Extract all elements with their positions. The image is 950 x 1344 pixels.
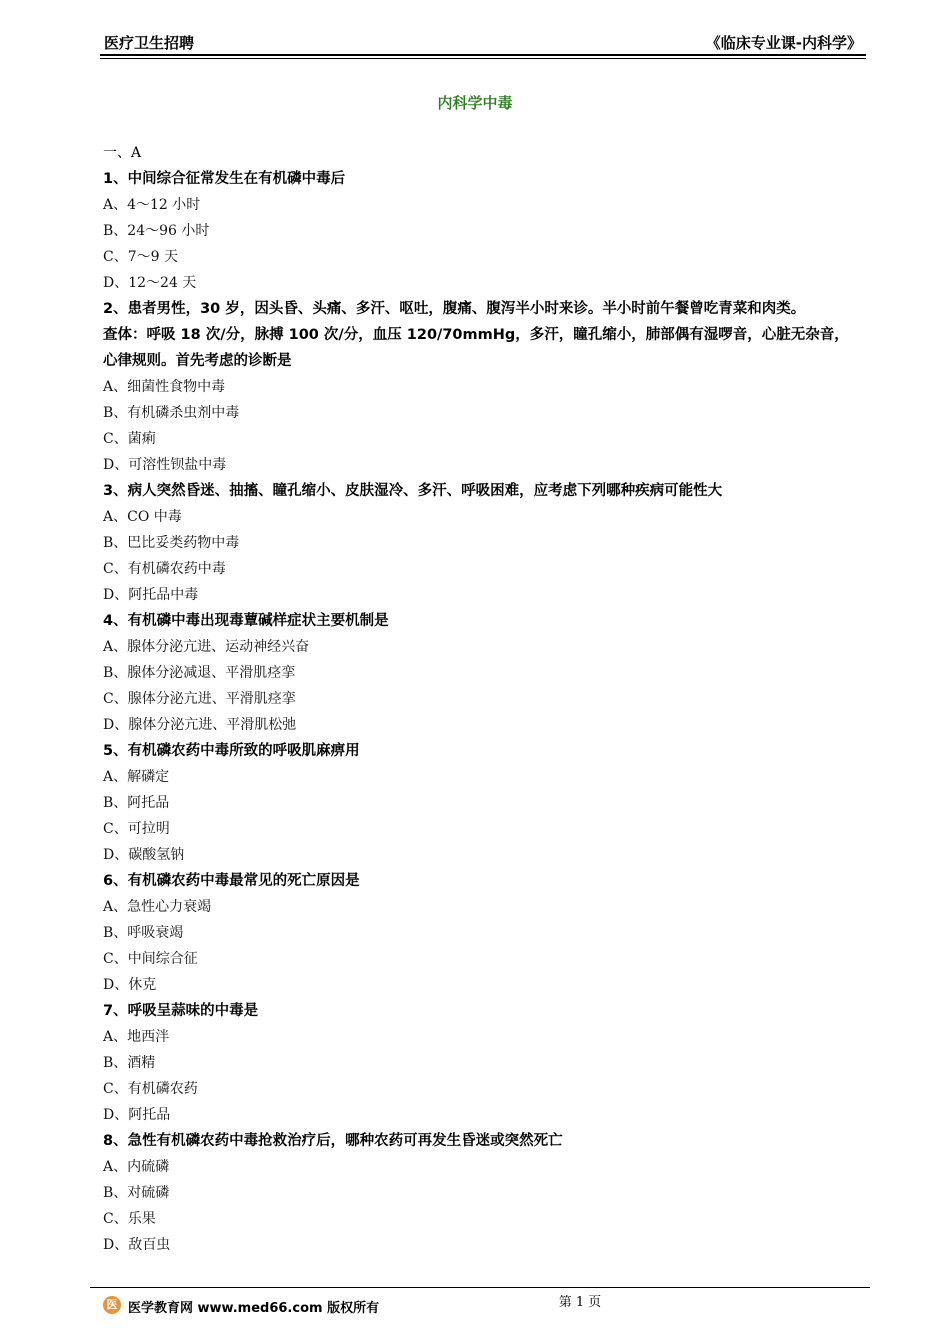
option-5d: D、碳酸氢钠 <box>103 847 185 863</box>
question-2-line-3: 心律规则。首先考虑的诊断是 <box>103 353 292 369</box>
option-3a: A、CO 中毒 <box>103 509 182 525</box>
option-2c: C、菌痢 <box>103 431 156 447</box>
option-8a: A、内硫磷 <box>103 1159 170 1175</box>
option-1b: B、24～96 小时 <box>103 223 210 239</box>
med66-logo-icon: 医 <box>103 1296 121 1314</box>
option-7a: A、地西泮 <box>103 1029 170 1045</box>
page-header <box>100 30 866 54</box>
question-3: 3、病人突然昏迷、抽搐、瞳孔缩小、皮肤湿冷、多汗、呼吸困难，应考虑下列哪种疾病可能性大 <box>103 483 723 499</box>
option-5a: A、解磷定 <box>103 769 170 785</box>
option-6d: D、休克 <box>103 977 157 993</box>
footer-copyright: 医学教育网 www.med66.com 版权所有 <box>128 1301 380 1316</box>
footer-rule <box>90 1287 870 1288</box>
question-7: 7、呼吸呈蒜味的中毒是 <box>103 1003 259 1019</box>
header-left-title: 医疗卫生招聘 <box>104 34 195 52</box>
option-6a: A、急性心力衰竭 <box>103 899 212 915</box>
option-6c: C、中间综合征 <box>103 951 198 967</box>
option-4b: B、腺体分泌减退、平滑肌痉挛 <box>103 665 296 681</box>
question-1: 1、中间综合征常发生在有机磷中毒后 <box>103 171 346 187</box>
question-8: 8、急性有机磷农药中毒抢救治疗后，哪种农药可再发生昏迷或突然死亡 <box>103 1133 563 1149</box>
option-3d: D、阿托品中毒 <box>103 587 199 603</box>
option-6b: B、呼吸衰竭 <box>103 925 184 941</box>
option-8c: C、乐果 <box>103 1211 156 1227</box>
question-2-line-1: 2、患者男性，30 岁，因头昏、头痛、多汗、呕吐，腹痛、腹泻半小时来诊。半小时前午餐曾吃青菜和肉类。 <box>103 301 806 317</box>
option-4c: C、腺体分泌亢进、平滑肌痉挛 <box>103 691 296 707</box>
question-6: 6、有机磷农药中毒最常见的死亡原因是 <box>103 873 360 889</box>
option-2a: A、细菌性食物中毒 <box>103 379 226 395</box>
document-title: 内科学中毒 <box>437 94 513 112</box>
option-1a: A、4～12 小时 <box>103 197 201 213</box>
section-heading: 一、A <box>103 145 142 161</box>
option-7c: C、有机磷农药 <box>103 1081 198 1097</box>
header-rule-thin <box>100 58 866 59</box>
question-list <box>103 140 853 1258</box>
header-right-title: 《临床专业课-内科学》 <box>705 34 862 52</box>
option-1d: D、12～24 天 <box>103 275 197 291</box>
question-2-line-2: 查体：呼吸 18 次/分，脉搏 100 次/分，血压 120/70mmHg，多汗，瞳孔缩小，肺部偶有湿啰音，心脏无杂音， <box>103 327 849 343</box>
option-7d: D、阿托品 <box>103 1107 171 1123</box>
option-5c: C、可拉明 <box>103 821 170 837</box>
option-2b: B、有机磷杀虫剂中毒 <box>103 405 240 421</box>
option-4a: A、腺体分泌亢进、运动神经兴奋 <box>103 639 310 655</box>
header-rule-thick <box>100 54 866 56</box>
option-3b: B、巴比妥类药物中毒 <box>103 535 240 551</box>
option-5b: B、阿托品 <box>103 795 170 811</box>
option-2d: D、可溶性钡盐中毒 <box>103 457 227 473</box>
option-3c: C、有机磷农药中毒 <box>103 561 226 577</box>
option-4d: D、腺体分泌亢进、平滑肌松弛 <box>103 717 297 733</box>
option-1c: C、7～9 天 <box>103 249 178 265</box>
option-8b: B、对硫磷 <box>103 1185 170 1201</box>
page-number: 第 1 页 <box>558 1295 602 1310</box>
question-5: 5、有机磷农药中毒所致的呼吸肌麻痹用 <box>103 743 360 759</box>
option-8d: D、敌百虫 <box>103 1237 171 1253</box>
option-7b: B、酒精 <box>103 1055 156 1071</box>
question-4: 4、有机磷中毒出现毒蕈碱样症状主要机制是 <box>103 613 389 629</box>
